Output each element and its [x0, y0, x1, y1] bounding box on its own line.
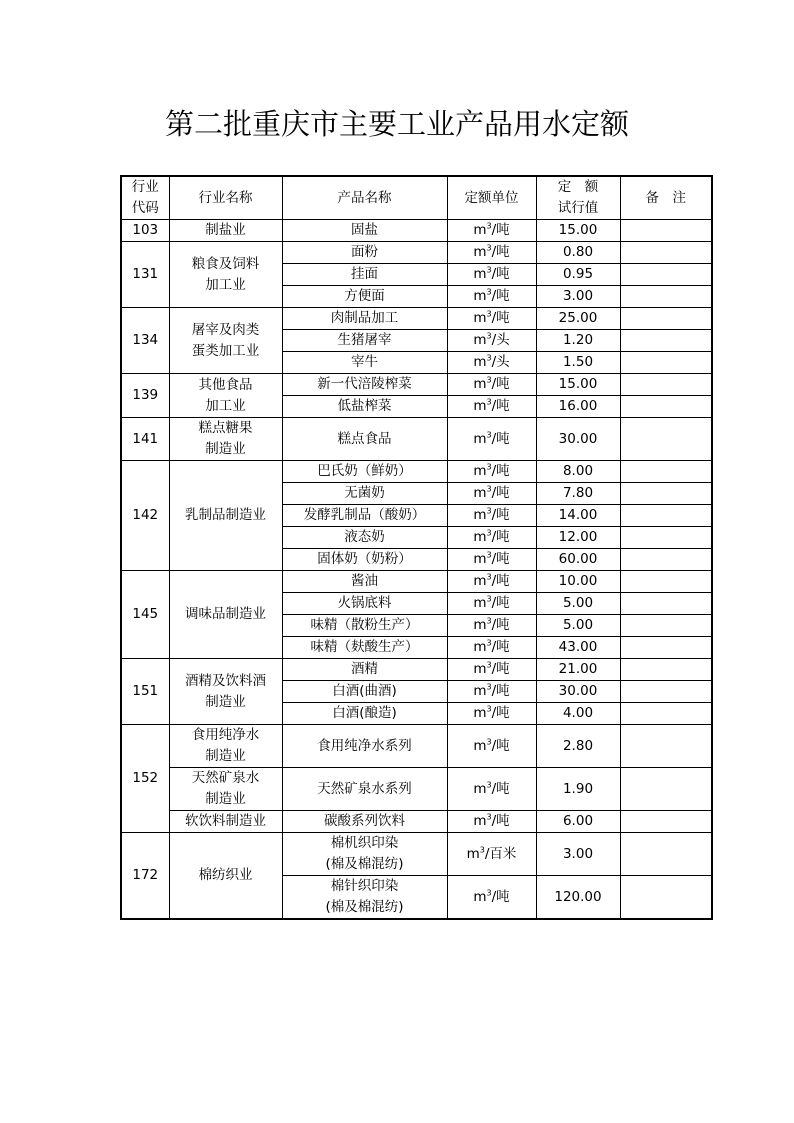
industry-name-cell [169, 659, 282, 725]
product-name-line: 无菌奶 [344, 485, 385, 501]
note-cell [620, 418, 712, 461]
note-cell [620, 330, 712, 352]
quota-value-cell: 1.90 [536, 768, 620, 811]
note-cell [620, 615, 712, 637]
note-cell [620, 637, 712, 659]
quota-value-cell: 8.00 [536, 461, 620, 483]
product-name-line: 宰牛 [351, 354, 378, 370]
product-name-cell [282, 286, 447, 308]
quota-value-cell: 4.00 [536, 703, 620, 725]
product-name-line: 挂面 [351, 266, 378, 282]
note-cell [620, 768, 712, 811]
note-cell [620, 527, 712, 549]
product-name-line: 棉机织印染 [330, 835, 399, 851]
quota-value-cell: 5.00 [536, 593, 620, 615]
industry-name-line: 粮食及饲料 [191, 255, 260, 272]
product-name-line: 味精（散粉生产） [310, 617, 419, 633]
note-cell [620, 242, 712, 264]
quota-value-cell: 120.00 [536, 876, 620, 920]
quota-unit-cell: $m^3/$吨 [447, 571, 536, 593]
quota-unit-cell: $m^3/$吨 [447, 703, 536, 725]
quota-unit-cell: $m^3/$吨 [447, 768, 536, 811]
header-code: 行业 代码 [121, 176, 169, 220]
product-name-line: 天然矿泉水系列 [317, 780, 412, 797]
table-row [121, 374, 712, 396]
industry-code-cell: 141 [121, 418, 169, 461]
quota-value-cell: 1.50 [536, 352, 620, 374]
note-cell [620, 876, 712, 920]
quota-value-cell: 15.00 [536, 220, 620, 242]
quota-value-cell: 12.00 [536, 527, 620, 549]
product-name-cell [282, 549, 447, 571]
industry-name-cell [169, 308, 282, 374]
industry-code-cell: 142 [121, 461, 169, 571]
industry-name-cell [169, 374, 282, 418]
product-name-cell [282, 593, 447, 615]
table-row [121, 220, 712, 242]
header-value: 定 额 试行值 [536, 176, 620, 220]
industry-name-line: 天然矿泉水 [191, 770, 260, 786]
industry-name-line: 制造业 [205, 748, 246, 764]
note-cell [620, 352, 712, 374]
quota-value-cell: 30.00 [536, 681, 620, 703]
industry-name-line: 酒精及饮料酒 [185, 672, 266, 689]
table-body [121, 220, 712, 920]
quota-unit-cell: $m^3/$吨 [447, 659, 536, 681]
quota-unit-cell: $m^3/$吨 [447, 396, 536, 418]
product-name-line: 新一代涪陵榨菜 [317, 376, 412, 392]
header-row [121, 176, 712, 220]
quota-unit-cell: $m^3/$吨 [447, 418, 536, 461]
product-name-cell [282, 418, 447, 461]
industry-name-line: 棉纺织业 [198, 867, 253, 883]
quota-value-cell: 3.00 [536, 286, 620, 308]
product-name-line: 固盐 [351, 222, 378, 238]
product-name-line: 巴氏奶（鲜奶） [317, 463, 412, 479]
table-row [121, 659, 712, 681]
quota-value-cell: 60.00 [536, 549, 620, 571]
product-name-line: 酒精 [351, 661, 378, 677]
quota-unit-cell: $m^3/$吨 [447, 681, 536, 703]
quota-unit-cell: $m^3/$吨 [447, 593, 536, 615]
quota-value-cell: 3.00 [536, 833, 620, 876]
quota-unit-cell: $m^3/$吨 [447, 286, 536, 308]
quota-value-cell: 30.00 [536, 418, 620, 461]
quota-value-cell: 1.20 [536, 330, 620, 352]
quota-value-cell: 10.00 [536, 571, 620, 593]
table-row [121, 768, 712, 811]
note-cell [620, 396, 712, 418]
product-name-cell [282, 527, 447, 549]
industry-name-line: 其他食品 [198, 376, 253, 393]
product-name-cell [282, 659, 447, 681]
quota-unit-cell: $m^3/$吨 [447, 264, 536, 286]
quota-unit-cell: $m^3/$吨 [447, 483, 536, 505]
product-name-cell [282, 330, 447, 352]
quota-unit-cell: $m^3/$吨 [447, 615, 536, 637]
industry-name-line: 糕点糖果 [198, 420, 253, 436]
product-name-cell [282, 615, 447, 637]
quota-unit-cell: $m^3/$吨 [447, 308, 536, 330]
product-name-cell [282, 768, 447, 811]
note-cell [620, 659, 712, 681]
water-quota-table [120, 175, 713, 920]
product-name-line: 味精（麸酸生产） [310, 639, 419, 655]
quota-value-cell: 21.00 [536, 659, 620, 681]
product-name-line: 食用纯净水系列 [317, 737, 412, 754]
quota-unit-cell: $m^3/$吨 [447, 505, 536, 527]
industry-code-cell: 134 [121, 308, 169, 374]
table-row [121, 811, 712, 833]
product-name-cell [282, 811, 447, 833]
note-cell [620, 374, 712, 396]
industry-code-cell: 139 [121, 374, 169, 418]
product-name-cell [282, 703, 447, 725]
quota-value-cell: 5.00 [536, 615, 620, 637]
quota-unit-cell: $m^3/$百米 [447, 833, 536, 876]
quota-unit-cell: $m^3/$吨 [447, 527, 536, 549]
industry-code-cell: 131 [121, 242, 169, 308]
note-cell [620, 593, 712, 615]
note-cell [620, 308, 712, 330]
industry-name-line: 软饮料制造业 [185, 813, 266, 829]
note-cell [620, 220, 712, 242]
quota-value-cell: 7.80 [536, 483, 620, 505]
product-name-line: 生猪屠宰 [337, 332, 392, 348]
industry-name-cell [169, 768, 282, 811]
industry-name-cell [169, 571, 282, 659]
product-name-cell [282, 637, 447, 659]
table-row [121, 725, 712, 768]
quota-unit-cell: $m^3/$头 [447, 330, 536, 352]
quota-value-cell: 43.00 [536, 637, 620, 659]
quota-unit-cell: $m^3/$吨 [447, 637, 536, 659]
industry-name-line: 加工业 [205, 276, 246, 293]
note-cell [620, 571, 712, 593]
quota-unit-cell: $m^3/$吨 [447, 725, 536, 768]
product-name-line: 糕点食品 [337, 430, 392, 447]
product-name-line: 酱油 [351, 573, 378, 589]
note-cell [620, 264, 712, 286]
product-name-line: 火锅底料 [337, 595, 392, 611]
industry-name-cell [169, 220, 282, 242]
industry-code-cell: 145 [121, 571, 169, 659]
product-name-cell [282, 308, 447, 330]
industry-code-cell: 103 [121, 220, 169, 242]
industry-name-line: 食用纯净水 [191, 727, 260, 743]
industry-name-cell [169, 461, 282, 571]
product-name-cell [282, 483, 447, 505]
industry-name-line: 制造业 [205, 693, 246, 710]
product-name-line: 面粉 [351, 244, 378, 260]
industry-code-cell: 151 [121, 659, 169, 725]
product-name-line: 发酵乳制品（酸奶） [303, 507, 426, 523]
product-name-cell [282, 396, 447, 418]
product-name-cell [282, 571, 447, 593]
industry-code-cell: 152 [121, 725, 169, 833]
industry-name-line: 乳制品制造业 [185, 507, 266, 523]
industry-name-cell [169, 811, 282, 833]
table-row [121, 571, 712, 593]
product-name-cell [282, 461, 447, 483]
note-cell [620, 483, 712, 505]
industry-name-line: 调味品制造业 [185, 606, 266, 622]
quota-value-cell: 25.00 [536, 308, 620, 330]
product-name-cell [282, 264, 447, 286]
product-name-cell [282, 876, 447, 920]
header-product: 产品名称 [282, 176, 447, 220]
note-cell [620, 461, 712, 483]
table-row [121, 833, 712, 876]
quota-unit-cell: $m^3/$吨 [447, 811, 536, 833]
table-row [121, 242, 712, 264]
quota-unit-cell: $m^3/$吨 [447, 461, 536, 483]
industry-name-line: 制造业 [205, 441, 246, 457]
industry-name-cell [169, 418, 282, 461]
quota-unit-cell: $m^3/$头 [447, 352, 536, 374]
header-unit: 定额单位 [447, 176, 536, 220]
header-note: 备 注 [620, 176, 712, 220]
industry-name-line: 蛋类加工业 [191, 342, 260, 359]
quota-unit-cell: $m^3/$吨 [447, 876, 536, 920]
note-cell [620, 703, 712, 725]
product-name-line: 棉针织印染 [330, 878, 399, 894]
page-title: 第二批重庆市主要工业产品用水定额 [164, 107, 629, 141]
product-name-cell [282, 374, 447, 396]
product-name-line: (棉及棉混纺) [325, 856, 404, 872]
quota-value-cell: 15.00 [536, 374, 620, 396]
product-name-line: 白酒(曲酒) [332, 683, 397, 699]
note-cell [620, 549, 712, 571]
product-name-cell [282, 352, 447, 374]
product-name-line: 白酒(酿造) [332, 705, 397, 721]
product-name-line: 低盐榨菜 [337, 398, 392, 414]
industry-code-cell: 172 [121, 833, 169, 920]
table-row [121, 308, 712, 330]
product-name-line: 方便面 [344, 288, 385, 304]
quota-value-cell: 16.00 [536, 396, 620, 418]
product-name-cell [282, 220, 447, 242]
product-name-line: 液态奶 [344, 529, 385, 545]
product-name-line: (棉及棉混纺) [325, 899, 404, 915]
quota-value-cell: 14.00 [536, 505, 620, 527]
header-industry: 行业名称 [169, 176, 282, 220]
quota-value-cell: 0.80 [536, 242, 620, 264]
industry-name-cell [169, 242, 282, 308]
note-cell [620, 505, 712, 527]
quota-value-cell: 6.00 [536, 811, 620, 833]
quota-unit-cell: $m^3/$吨 [447, 549, 536, 571]
quota-value-cell: 0.95 [536, 264, 620, 286]
product-name-line: 碳酸系列饮料 [324, 813, 405, 829]
note-cell [620, 286, 712, 308]
industry-name-cell [169, 833, 282, 920]
quota-unit-cell: $m^3/$吨 [447, 220, 536, 242]
product-name-line: 肉制品加工 [330, 310, 399, 326]
industry-name-cell [169, 725, 282, 768]
industry-name-line: 制盐业 [205, 222, 246, 238]
note-cell [620, 725, 712, 768]
quota-value-cell: 2.80 [536, 725, 620, 768]
product-name-cell [282, 681, 447, 703]
note-cell [620, 811, 712, 833]
product-name-cell [282, 725, 447, 768]
quota-unit-cell: $m^3/$吨 [447, 374, 536, 396]
industry-name-line: 制造业 [205, 791, 246, 807]
quota-unit-cell: $m^3/$吨 [447, 242, 536, 264]
note-cell [620, 833, 712, 876]
table-row [121, 418, 712, 461]
product-name-line: 固体奶（奶粉） [317, 551, 412, 567]
product-name-cell [282, 833, 447, 876]
note-cell [620, 681, 712, 703]
industry-name-line: 加工业 [205, 397, 246, 414]
product-name-cell [282, 505, 447, 527]
product-name-cell [282, 242, 447, 264]
table-row [121, 461, 712, 483]
industry-name-line: 屠宰及肉类 [191, 321, 260, 338]
